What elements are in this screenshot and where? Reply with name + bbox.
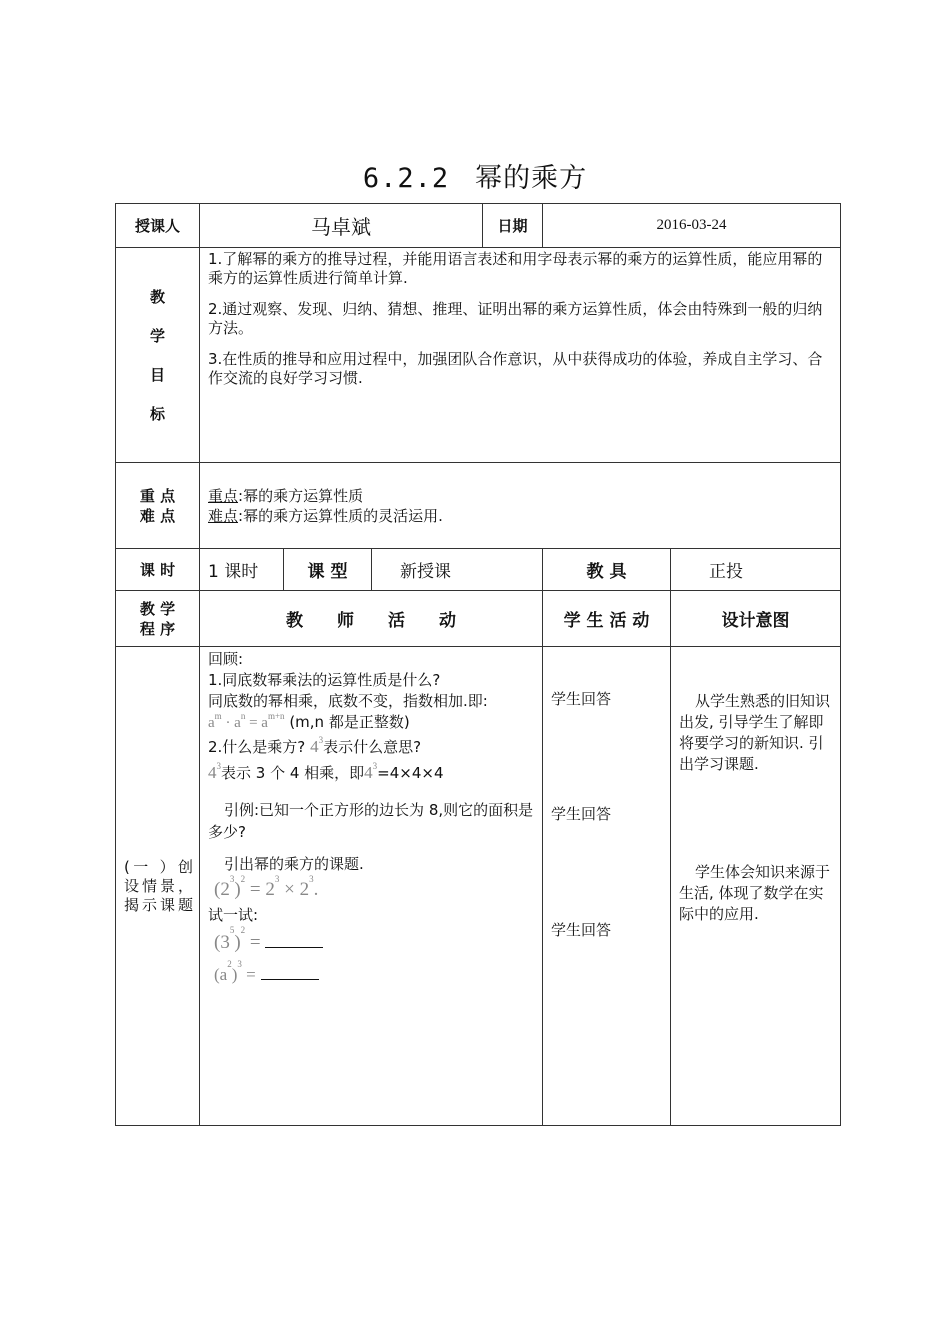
objective-item: 3.在性质的推导和应用过程中，加强团队合作意识，从中获得成功的体验，养成自主学习、合作交流的良好学习习惯. [208,350,823,387]
try-label: 试一试: [208,906,259,924]
type-value: 新授课 [372,549,543,591]
process-label [116,591,200,647]
teacher-name: 马卓斌 [200,204,483,248]
hours-value: 1 课时 [200,549,284,591]
student-activity-header: 学 生 活 动 [543,591,671,647]
page-title [0,156,950,195]
student-answer: 学生回答 [551,690,612,708]
design-intent-header: 设计意图 [671,591,841,647]
explanation-mid: 表示 3 个 4 相乘，即 [221,764,365,782]
formula-line [208,712,534,736]
objectives-label-char: 标 [149,405,165,423]
exercise-2: $(a^2)^3$ = [208,960,534,990]
design-note: 学生体会知识来源于生活, 体现了数学在实际中的应用. [679,863,831,923]
power-4-3: $4^3$ [310,735,324,756]
difficult-text: :幂的乘方运算性质的灵活运用. [238,506,443,525]
student-answer: 学生回答 [551,921,612,939]
tools-label: 教 具 [543,549,671,591]
power-of-power-example: $(2^3)^2 = 2^3 \times 2^3$. [214,874,319,900]
key-prefix: 重点 [208,486,239,505]
design-note: 从学生熟悉的旧知识出发, 引导学生了解即将要学习的新知识. 引出学习课题. [679,692,831,773]
tools-value: 正投 [671,549,841,591]
lesson-info-row [116,549,841,591]
keypoints-label [116,463,200,549]
design-intent [671,647,841,1126]
keypoints-label-line: 重 点 [139,486,176,505]
objectives-row [116,248,841,463]
keypoints-label-line: 难 点 [139,506,176,525]
teacher-activity-header: 教 师 活 动 [200,591,543,647]
answer-blank [261,979,319,980]
objective-item: 1.了解幂的乘方的推导过程，并能用语言表述和用字母表示幂的乘方的运算性质，能应用幂的乘方的运算性质进行简单计算. [208,250,823,287]
lesson-title: 幂的乘方 [475,163,588,194]
example-text: 引例:已知一个正方形的边长为 8,则它的面积是多少? [208,801,534,841]
date-value: 2016-03-24 [543,204,841,248]
process-header-row [116,591,841,647]
keypoints-row [116,463,841,549]
objectives-label-char: 教 [149,288,165,306]
teacher-activity [200,647,543,1126]
intro-text: 引出幂的乘方的课题. [224,855,364,873]
objectives-content [200,248,841,463]
objectives-label-char: 学 [149,327,165,345]
stage-row [116,647,841,1126]
question-2 [208,736,534,762]
difficult-point [208,506,832,526]
question-1: 1.同底数幂乘法的运算性质是什么? [208,671,441,689]
header-row [116,204,841,248]
process-label-line: 程 序 [139,619,176,638]
exercise-1: $(3^5)^2$ = [208,926,534,960]
answer-blank [265,947,323,948]
question-2-suffix: 表示什么意思? [323,738,422,756]
date-label: 日期 [483,204,543,248]
explanation-end: =4×4×4 [377,764,444,782]
difficult-prefix: 难点 [208,506,239,525]
process-label-line: 教 学 [139,599,176,618]
key-text: :幂的乘方运算性质 [238,486,364,505]
student-activity [543,647,671,1126]
keypoints-content [200,463,841,549]
key-point [208,486,832,506]
lesson-plan-table [115,203,841,1126]
student-answer: 学生回答 [551,805,612,823]
objective-item: 2.通过观察、发现、归纳、猜想、推理、证明出幂的乘方运算性质，体会由特殊到一般的归纳方法。 [208,300,823,337]
power-4-3: $4^3$ [208,761,221,782]
power-product-formula: $a^m \cdot a^n = a^{m+n}$ [208,711,285,731]
stage-name: (一 ）创设情景，揭示课题 [116,647,200,1126]
hours-label: 课 时 [116,549,200,591]
question-2-prefix: 2.什么是乘方? [208,738,306,756]
type-label: 课 型 [284,549,372,591]
rule-text: 同底数的幂相乘，底数不变，指数相加.即: [208,692,488,710]
teacher-label: 授课人 [116,204,200,248]
section-number: 6.2.2 [362,163,450,194]
review-label: 回顾: [208,650,244,668]
explanation-line [208,762,534,788]
objectives-label-char: 目 [149,366,165,384]
power-4-3: $4^3$ [364,761,378,782]
objectives-label [116,248,200,463]
formula-note: (m,n 都是正整数) [289,713,410,731]
